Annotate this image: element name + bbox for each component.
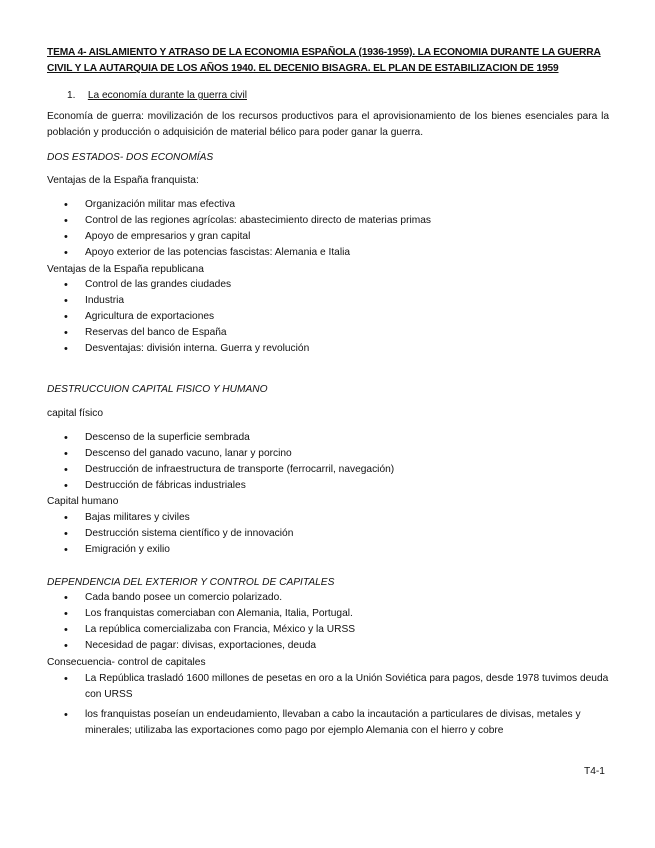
list-item: • Necesidad de pagar: divisas, exportaciones, deuda	[85, 638, 355, 654]
ventajas-republicana-label: Ventajas de la España republicana	[47, 264, 204, 275]
consecuencia-list	[0, 671, 609, 743]
list-item: • Destrucción de infraestructura de transporte (ferrocarril, navegación)	[85, 462, 394, 478]
dependencia-list	[0, 590, 356, 654]
list-item: • Desventajas: división interna. Guerra y revolución	[85, 341, 309, 357]
list-item: • La República trasladó 1600 millones de pesetas en oro a la Unión Soviética para pagos, desde 1978 tuvimos deuda con URSS	[85, 671, 609, 703]
list-item: • Agricultura de exportaciones	[85, 309, 309, 325]
heading-destruccion: DESTRUCCUION CAPITAL FISICO Y HUMANO	[47, 384, 268, 395]
list-item: • Destrucción de fábricas industriales	[85, 478, 394, 494]
list-item: • Control de las grandes ciudades	[85, 277, 309, 293]
list-item: • Bajas militares y civiles	[85, 510, 293, 526]
list-item: • Emigración y exilio	[85, 542, 293, 558]
section-heading-1	[67, 89, 247, 103]
ventajas-franquista-label: Ventajas de la España franquista:	[47, 175, 199, 186]
list-item: • Descenso de la superficie sembrada	[85, 430, 394, 446]
capital-fisico-list	[0, 430, 395, 494]
list-item: • Descenso del ganado vacuno, lanar y porcino	[85, 446, 394, 462]
document-title: TEMA 4- AISLAMIENTO Y ATRASO DE LA ECONOMIA ESPAÑOLA (1936-1959). LA ECONOMIA DURANTE LA GUERRA CIVIL Y LA AUTARQUIA DE LOS AÑOS 1940. EL DECENIO BISAGRA. EL PLAN DE ESTABILIZACION DE 1959	[47, 47, 601, 74]
list-item: • Los franquistas comerciaban con Alemania, Italia, Portugal.	[85, 606, 355, 622]
list-item: • Control de las regiones agrícolas: abastecimiento directo de materias primas	[85, 213, 431, 229]
heading-dependencia: DEPENDENCIA DEL EXTERIOR Y CONTROL DE CAPITALES	[47, 577, 335, 588]
section-label: La economía durante la guerra civil	[87, 90, 247, 101]
list-item: • Destrucción sistema científico y de innovación	[85, 526, 293, 542]
capital-fisico-label: capital físico	[47, 408, 104, 419]
list-item: • Cada bando posee un comercio polarizado.	[85, 590, 355, 606]
list-item: • Industria	[85, 293, 309, 309]
list-item: • Reservas del banco de España	[85, 325, 309, 341]
ventajas-republicana-list	[0, 277, 310, 357]
heading-dos-estados: DOS ESTADOS- DOS ECONOMÍAS	[47, 152, 214, 163]
list-item: • los franquistas poseían un endeudamiento, llevaban a cabo la incautación a particulares de divisas, metales y minerales; utilizaba las exportaciones como pago por ejemplo Alemania con el hierro y cobre	[85, 707, 609, 739]
page-number: T4-1	[584, 766, 605, 777]
ventajas-franquista-list	[0, 197, 431, 261]
list-item: • Apoyo exterior de las potencias fascistas: Alemania e Italia	[85, 245, 431, 261]
consecuencia-label: Consecuencia- control de capitales	[47, 657, 206, 668]
capital-humano-label: Capital humano	[47, 496, 119, 507]
section-number: 1.	[67, 90, 76, 101]
capital-humano-list	[0, 510, 294, 558]
list-item: • La república comercializaba con Francia, México y la URSS	[85, 622, 355, 638]
list-item: • Apoyo de empresarios y gran capital	[85, 229, 431, 245]
list-item: • Organización militar mas efectiva	[85, 197, 431, 213]
intro-paragraph: Economía de guerra: movilización de los recursos productivos para el aprovisionamiento de los bienes esenciales para la población y producción o adquisición de material bélico para poder ganar la guerra.	[47, 111, 609, 138]
